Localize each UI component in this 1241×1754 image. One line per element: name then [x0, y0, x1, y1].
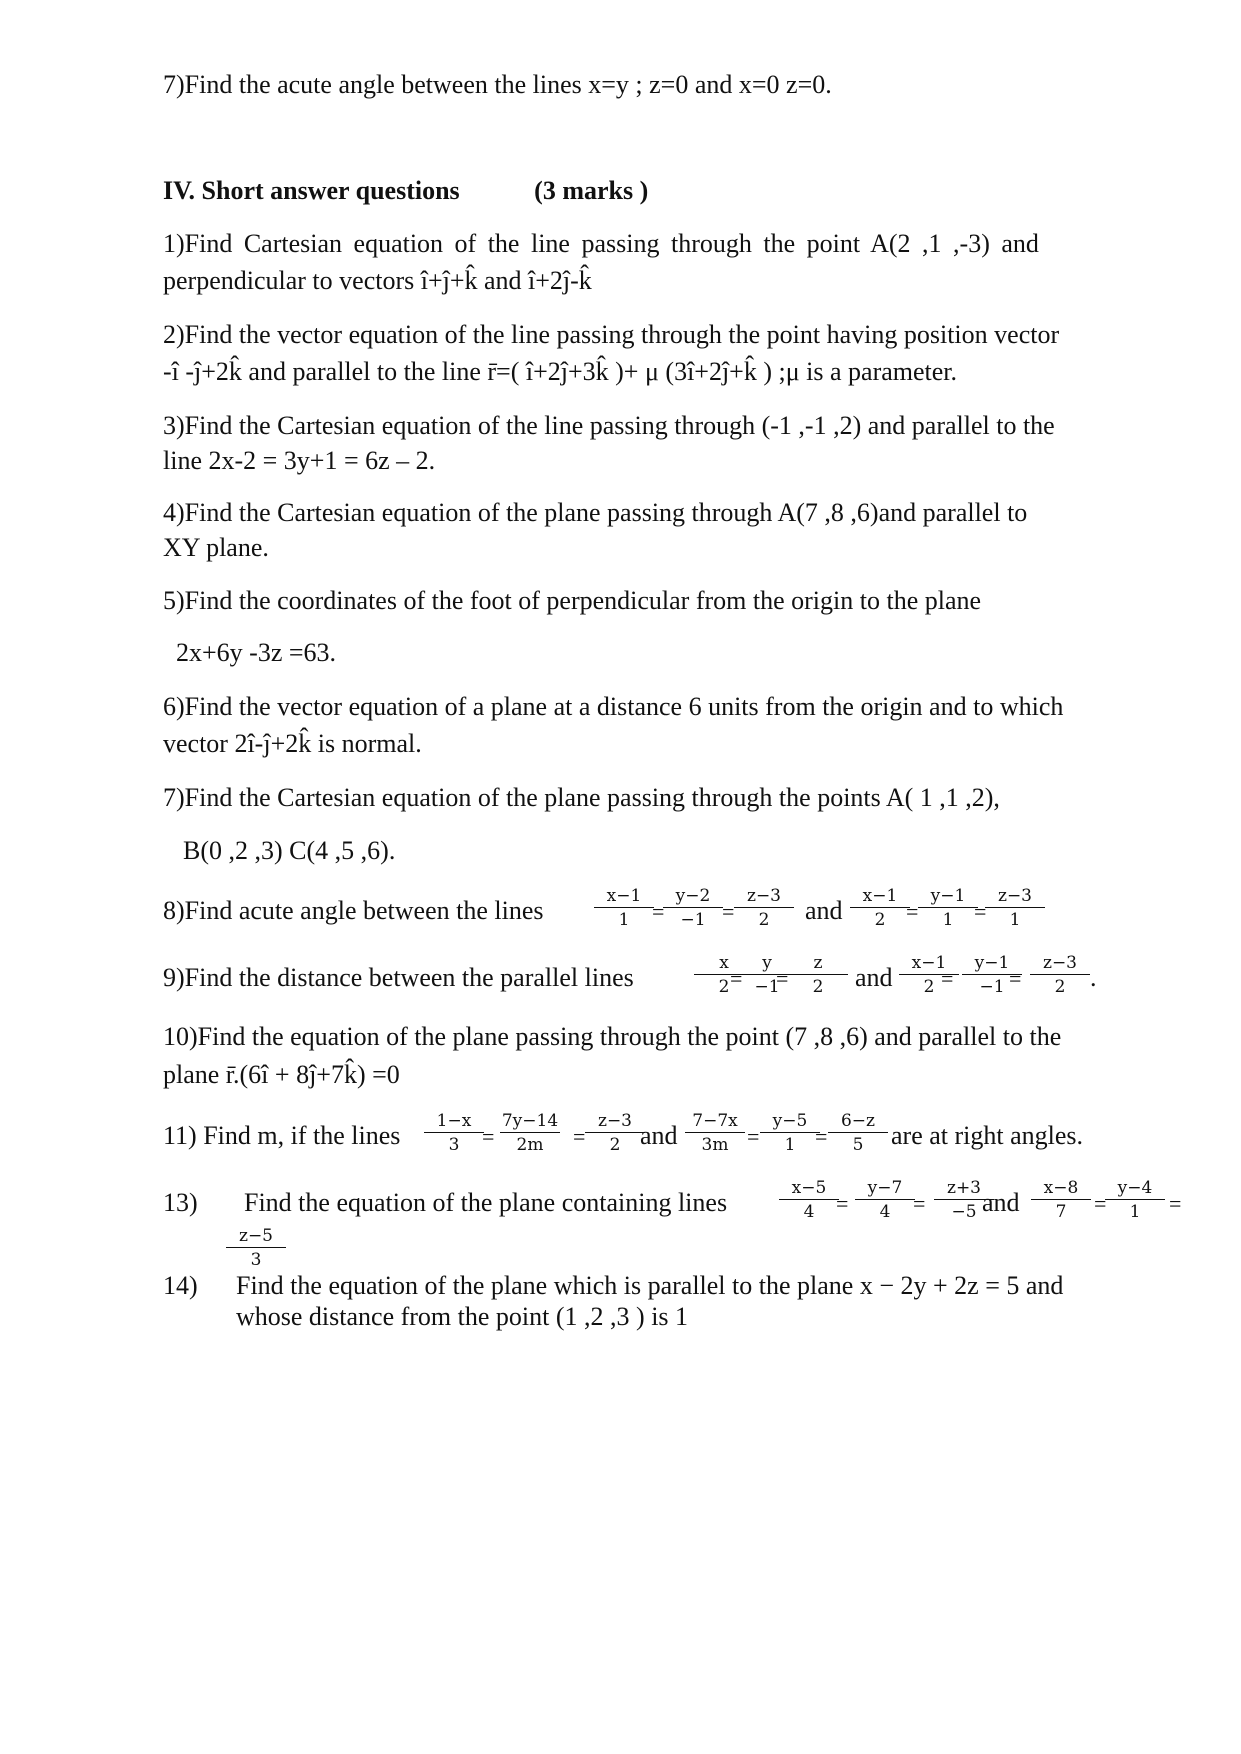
question-10-line-2: plane r̄.(6î + 8ĵ+7k̂) =0: [163, 1060, 400, 1089]
fraction-denominator: −1: [979, 977, 1005, 997]
and-word: and: [805, 896, 843, 925]
question-5-line-1: 5)Find the coordinates of the foot of perpendicular from the origin to the plane: [163, 586, 982, 615]
fraction-denominator: 2: [609, 1135, 621, 1155]
fraction-denominator: 3m: [701, 1135, 729, 1155]
fraction-denominator: 3: [250, 1250, 262, 1270]
equals-sign: =: [482, 1124, 495, 1149]
equals-sign: =: [1094, 1191, 1107, 1216]
equals-sign: =: [776, 966, 789, 991]
equals-sign: =: [913, 1191, 926, 1216]
fraction-numerator: z+3: [934, 1180, 994, 1200]
fraction-numerator: y−4: [1105, 1180, 1165, 1200]
fraction-numerator: 7−7x: [685, 1113, 745, 1133]
equals-sign: =: [652, 899, 665, 924]
equals-sign: =: [815, 1124, 828, 1149]
equals-sign: =: [906, 899, 919, 924]
question-7-previous: 7)Find the acute angle between the lines x=y ; z=0 and x=0 z=0.: [163, 70, 832, 99]
fraction-numerator: 6−z: [828, 1113, 888, 1133]
equals-sign: =: [730, 966, 743, 991]
fraction-numerator: z: [788, 955, 848, 975]
fraction-denominator: 4: [879, 1202, 891, 1222]
fraction-denominator: 1: [618, 910, 630, 930]
fraction: [788, 955, 848, 996]
fraction: [1030, 955, 1090, 996]
question-14-line-2: whose distance from the point (1 ,2 ,3 ) is 1: [236, 1302, 689, 1331]
fraction: [828, 1113, 888, 1154]
fraction-denominator: −1: [680, 910, 706, 930]
question-6-line-2: vector 2î-ĵ+2k̂ is normal.: [163, 729, 422, 758]
question-8-text: 8)Find acute angle between the lines: [163, 896, 544, 925]
fraction-denominator: 2: [1054, 977, 1066, 997]
fraction-denominator: 3: [448, 1135, 460, 1155]
fraction: [760, 1113, 820, 1154]
fraction-numerator: y−5: [760, 1113, 820, 1133]
fraction: [855, 1180, 915, 1221]
question-2-line-2: -î -ĵ+2k̂ and parallel to the line r̄=( î+2ĵ+3k̂ )+ μ (3î+2ĵ+k̂ ) ;μ is a parameter.: [163, 357, 958, 386]
fraction-numerator: x−1: [899, 955, 959, 975]
fraction-denominator: 7: [1055, 1202, 1067, 1222]
fraction-denominator: 2: [758, 910, 770, 930]
and-word: and: [640, 1121, 678, 1150]
fraction: [663, 888, 723, 929]
fraction-numerator: z−3: [985, 888, 1045, 908]
question-7-line-1: 7)Find the Cartesian equation of the plane passing through the points A( 1 ,1 ,2),: [163, 783, 1000, 812]
fraction-numerator: y−1: [962, 955, 1022, 975]
fraction-numerator: z−5: [226, 1228, 286, 1248]
question-2-line-1: 2)Find the vector equation of the line passing through the point having position vector: [163, 320, 1060, 349]
fraction-numerator: z−3: [1030, 955, 1090, 975]
and-word: and: [855, 963, 893, 992]
question-13-text: Find the equation of the plane containing lines: [244, 1188, 728, 1217]
fraction-numerator: z−3: [585, 1113, 645, 1133]
fraction-denominator: −5: [951, 1202, 977, 1222]
fraction-numerator: x−1: [594, 888, 654, 908]
fraction-denominator: 1: [784, 1135, 796, 1155]
section-marks: (3 marks ): [534, 176, 649, 205]
fraction: [850, 888, 910, 929]
fraction-denominator: 2: [923, 977, 935, 997]
fraction-numerator: x−8: [1031, 1180, 1091, 1200]
fraction-denominator: −1: [754, 977, 780, 997]
question-10-line-1: 10)Find the equation of the plane passing through the point (7 ,8 ,6) and parallel to the: [163, 1022, 1062, 1051]
fraction: [734, 888, 794, 929]
equals-sign: =: [747, 1124, 760, 1149]
fraction: [226, 1228, 286, 1269]
equals-sign: =: [941, 966, 954, 991]
fraction-denominator: 2m: [516, 1135, 544, 1155]
fraction-denominator: 1: [942, 910, 954, 930]
fraction-denominator: 2: [718, 977, 730, 997]
fraction: [585, 1113, 645, 1154]
section-title: IV. Short answer questions: [163, 176, 460, 205]
equals-sign: =: [974, 899, 987, 924]
fraction-denominator: 2: [812, 977, 824, 997]
fraction: [779, 1180, 839, 1221]
fraction-numerator: x: [694, 955, 754, 975]
fraction: [1031, 1180, 1091, 1221]
fraction-numerator: x−1: [850, 888, 910, 908]
question-6-line-1: 6)Find the vector equation of a plane at a distance 6 units from the origin and to which: [163, 692, 1064, 721]
question-9-text: 9)Find the distance between the parallel lines: [163, 963, 634, 992]
fraction: [594, 888, 654, 929]
fraction-denominator: 1: [1129, 1202, 1141, 1222]
fraction: [424, 1113, 484, 1154]
question-4-line-2: XY plane.: [163, 533, 269, 562]
fraction-denominator: 1: [1009, 910, 1021, 930]
fraction-numerator: 1−x: [424, 1113, 484, 1133]
question-11-text: 11) Find m, if the lines: [163, 1121, 401, 1150]
section-heading: [163, 178, 648, 204]
fraction: [685, 1113, 745, 1154]
fraction-numerator: 7y−14: [501, 1111, 559, 1131]
question-1-line-1: 1)Find Cartesian equation of the line passing through the point A(2 ,1 ,-3) and: [163, 229, 1039, 258]
fraction-numerator: y−2: [663, 888, 723, 908]
period: .: [1090, 963, 1097, 992]
question-5-line-2: 2x+6y -3z =63.: [176, 638, 337, 667]
question-13-number: 13): [163, 1188, 198, 1217]
fraction-numerator: z−3: [734, 888, 794, 908]
equals-sign: =: [1169, 1191, 1182, 1216]
question-11-suffix: are at right angles.: [891, 1121, 1084, 1150]
question-3-line-2: line 2x-2 = 3y+1 = 6z – 2.: [163, 446, 436, 475]
fraction-denominator: 4: [803, 1202, 815, 1222]
fraction: [918, 888, 978, 929]
question-4-line-1: 4)Find the Cartesian equation of the plane passing through A(7 ,8 ,6)and parallel to: [163, 498, 1028, 527]
and-word: and: [982, 1188, 1020, 1217]
question-1-line-2: perpendicular to vectors î+ĵ+k̂ and î+2ĵ-k̂: [163, 266, 592, 295]
question-14-number: 14): [163, 1271, 198, 1300]
fraction: [1105, 1180, 1165, 1221]
fraction: [500, 1113, 560, 1154]
equals-sign: =: [722, 899, 735, 924]
fraction-denominator: 5: [852, 1135, 864, 1155]
question-3-line-1: 3)Find the Cartesian equation of the line passing through (-1 ,-1 ,2) and parallel to the: [163, 411, 1055, 440]
fraction-numerator: x−5: [779, 1180, 839, 1200]
equals-sign: =: [836, 1191, 849, 1216]
fraction-numerator: y−1: [918, 888, 978, 908]
fraction-numerator: y−7: [855, 1180, 915, 1200]
question-7-line-2: B(0 ,2 ,3) C(4 ,5 ,6).: [183, 836, 396, 865]
fraction-denominator: 2: [874, 910, 886, 930]
equals-sign: =: [573, 1124, 586, 1149]
fraction-numerator: y: [737, 955, 797, 975]
fraction: [985, 888, 1045, 929]
question-14-line-1: Find the equation of the plane which is parallel to the plane x − 2y + 2z = 5 and: [236, 1271, 1064, 1300]
equals-sign: =: [1009, 966, 1022, 991]
